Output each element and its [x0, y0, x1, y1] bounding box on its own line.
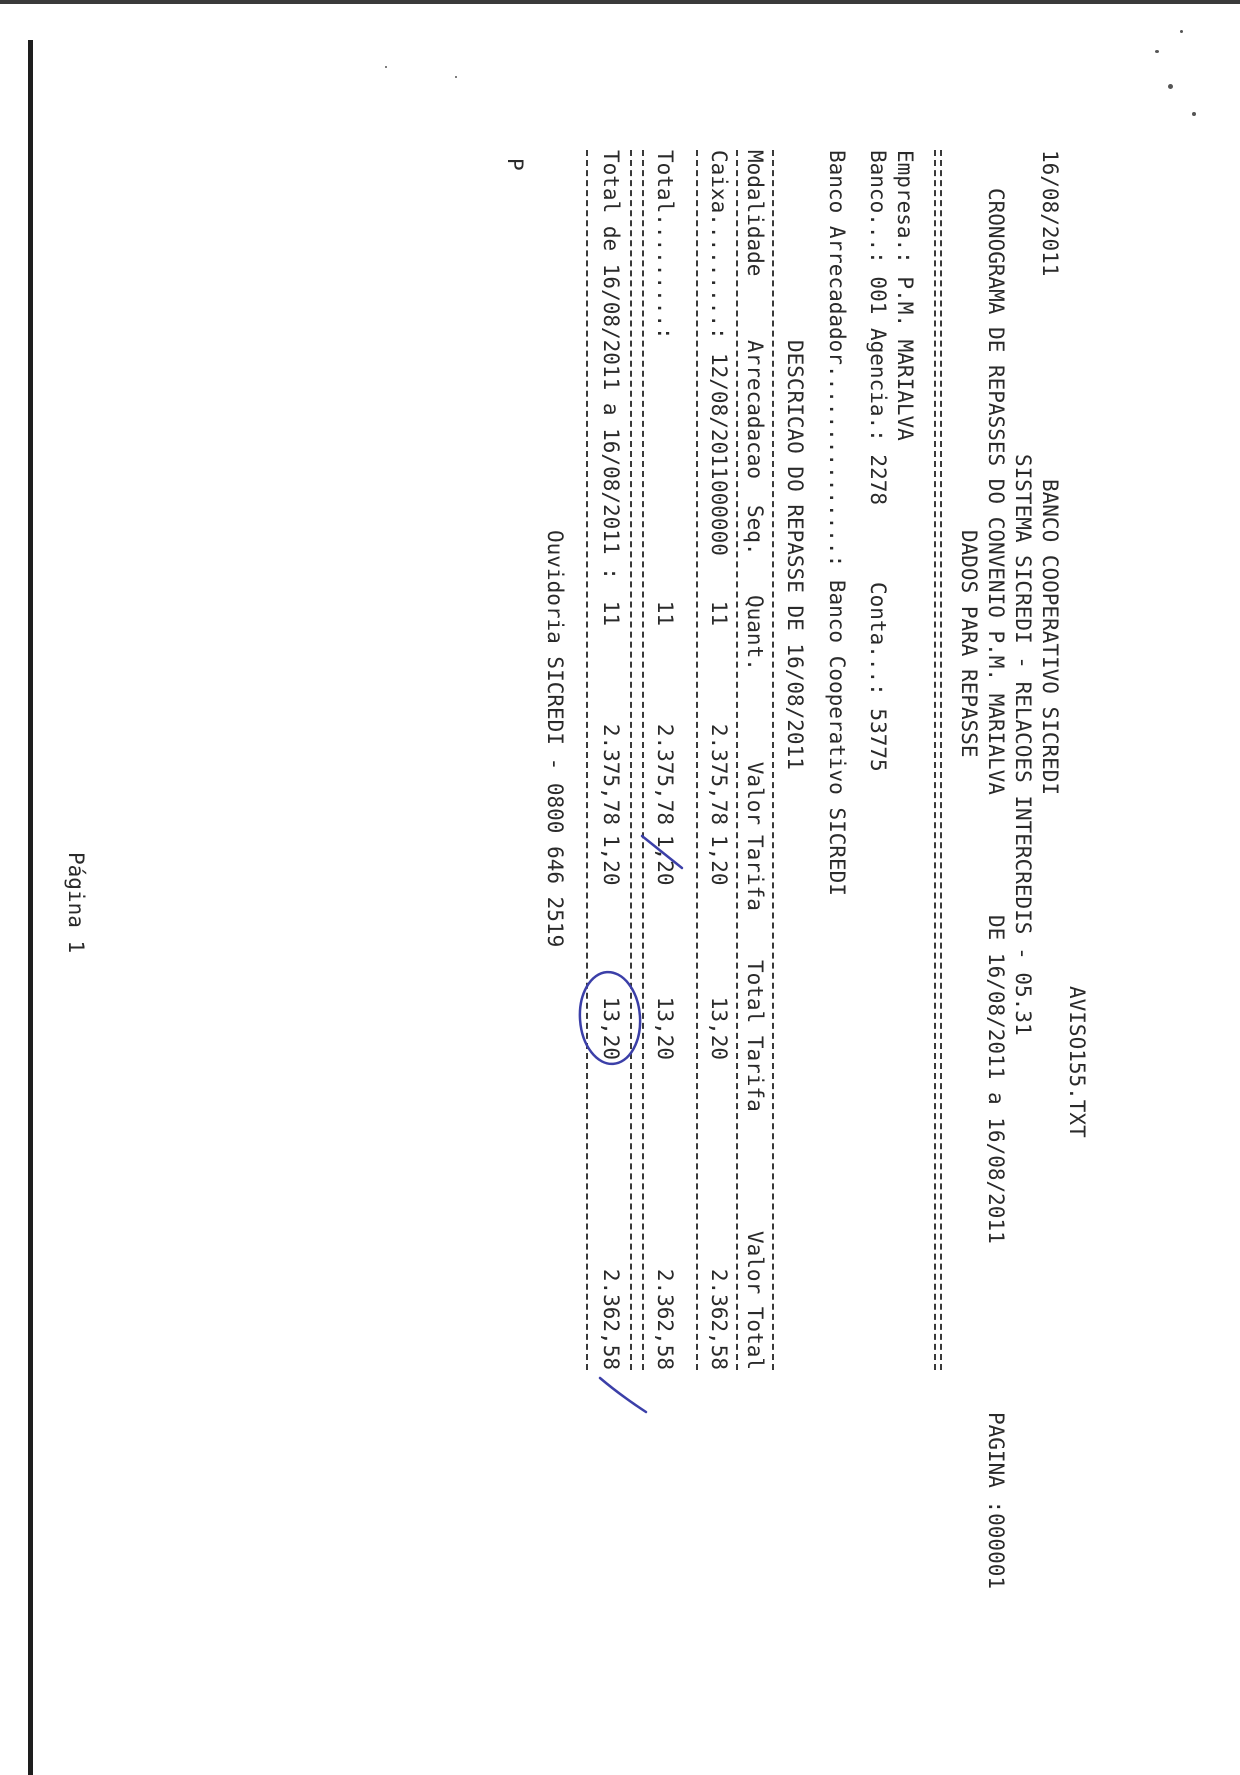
total-label: Total.........: [653, 150, 677, 340]
row-total-tarifa: 13,20 [707, 996, 731, 1060]
total-tarifa: 1,20 [653, 835, 677, 886]
agencia: Agencia.: 2278 [866, 328, 890, 506]
section-title: DESCRICAO DO REPASSE DE 16/08/2011 [783, 340, 807, 770]
col-seq: Seq. [743, 505, 767, 556]
row-label: Caixa.........: [707, 150, 731, 340]
ouvidoria-line [541, 150, 568, 1370]
period-total-total-tarifa: 13,20 [599, 996, 623, 1060]
empresa-line [891, 150, 918, 1370]
col-total-tarifa: Total Tarifa [743, 960, 767, 1112]
col-tarifa: Tarifa [743, 835, 767, 911]
file-name: AVISO155.TXT [1065, 986, 1089, 1138]
total-total-tarifa: 13,20 [653, 996, 677, 1060]
dashed-rule [736, 150, 738, 1370]
dashed-rule [630, 150, 632, 1370]
header-line-1 [1063, 150, 1090, 1370]
page-number: PAGINA :000001 [984, 1412, 1008, 1590]
period: DE 16/08/2011 a 16/08/2011 [984, 915, 1008, 1244]
period-total-row [597, 150, 624, 1370]
empresa: Empresa.: P.M. MARIALVA [893, 150, 917, 441]
end-marker: P [503, 158, 527, 171]
dashed-rule [696, 150, 698, 1370]
scan-top-edge [0, 0, 1240, 4]
row-valor: 2.375,78 [707, 723, 731, 825]
col-valor: Valor [743, 761, 767, 825]
header-line-3 [1009, 150, 1036, 1370]
dashed-rule [586, 150, 588, 1370]
scan-speck [385, 66, 387, 68]
period-total-label: Total de 16/08/2011 a 16/08/2011 : [599, 150, 623, 580]
header-line-5 [955, 150, 982, 1370]
scan-speck [1168, 84, 1173, 89]
scan-speck [1180, 30, 1183, 33]
row-arrecadacao: 12/08/2011 [707, 353, 731, 480]
banco-line [864, 150, 891, 1370]
dashed-rule [772, 150, 774, 1370]
total-quant: 11 [653, 600, 677, 626]
col-quant: Quant. [743, 595, 767, 671]
rotated-report [210, 150, 1090, 1750]
col-arrecadacao: Arrecadacao [743, 340, 767, 480]
report-date: 16/08/2011 [1038, 150, 1062, 277]
double-rule [934, 150, 942, 1370]
arrecadador-line [823, 150, 850, 1370]
banco: Banco...: 001 [866, 150, 890, 315]
header-line-4 [982, 150, 1009, 1590]
total-valor: 2.375,78 [653, 723, 677, 825]
total-valor-total: 2.362,58 [653, 1268, 677, 1370]
page-label: Página 1 [64, 852, 88, 954]
col-valor-total: Valor Total [743, 1230, 767, 1370]
banco-arrecadador: Banco Arrecadador...............: Banco Cooperativo SICREDI [825, 150, 849, 896]
scan-speck [1192, 112, 1196, 116]
table-row [705, 150, 732, 1370]
col-modalidade: Modalidade [743, 150, 767, 277]
system-line: SISTEMA SICREDI - RELACOES INTERCREDIS - 05.31 [1011, 454, 1035, 1036]
row-tarifa: 1,20 [707, 835, 731, 886]
bank-name: BANCO COOPERATIVO SICREDI [1038, 479, 1062, 796]
row-quant: 11 [707, 600, 731, 626]
period-total-valor: 2.375,78 [599, 723, 623, 825]
dashed-rule [642, 150, 644, 1370]
period-total-valor-total: 2.362,58 [599, 1268, 623, 1370]
report-title: CRONOGRAMA DE REPASSES DO CONVENIO P.M. MARIALVA [984, 188, 1008, 795]
row-valor-total: 2.362,58 [707, 1268, 731, 1370]
conta: Conta...: 53775 [866, 582, 890, 772]
header-line-2 [1036, 150, 1063, 1370]
end-marker-line [501, 150, 528, 1370]
subtitle: DADOS PARA REPASSE [957, 530, 981, 758]
scan-left-edge [28, 40, 33, 1775]
period-total-quant: 11 [599, 600, 623, 626]
section-title-line [781, 150, 808, 1370]
scan-speck [455, 76, 457, 78]
period-total-tarifa: 1,20 [599, 835, 623, 886]
scan-speck [1155, 50, 1159, 53]
check-mark [600, 1378, 646, 1412]
total-row [651, 150, 678, 1370]
ouvidoria: Ouvidoria SICREDI - 0800 646 2519 [543, 530, 567, 948]
row-seq: 000000 [707, 480, 731, 556]
table-header-row [741, 150, 768, 1370]
